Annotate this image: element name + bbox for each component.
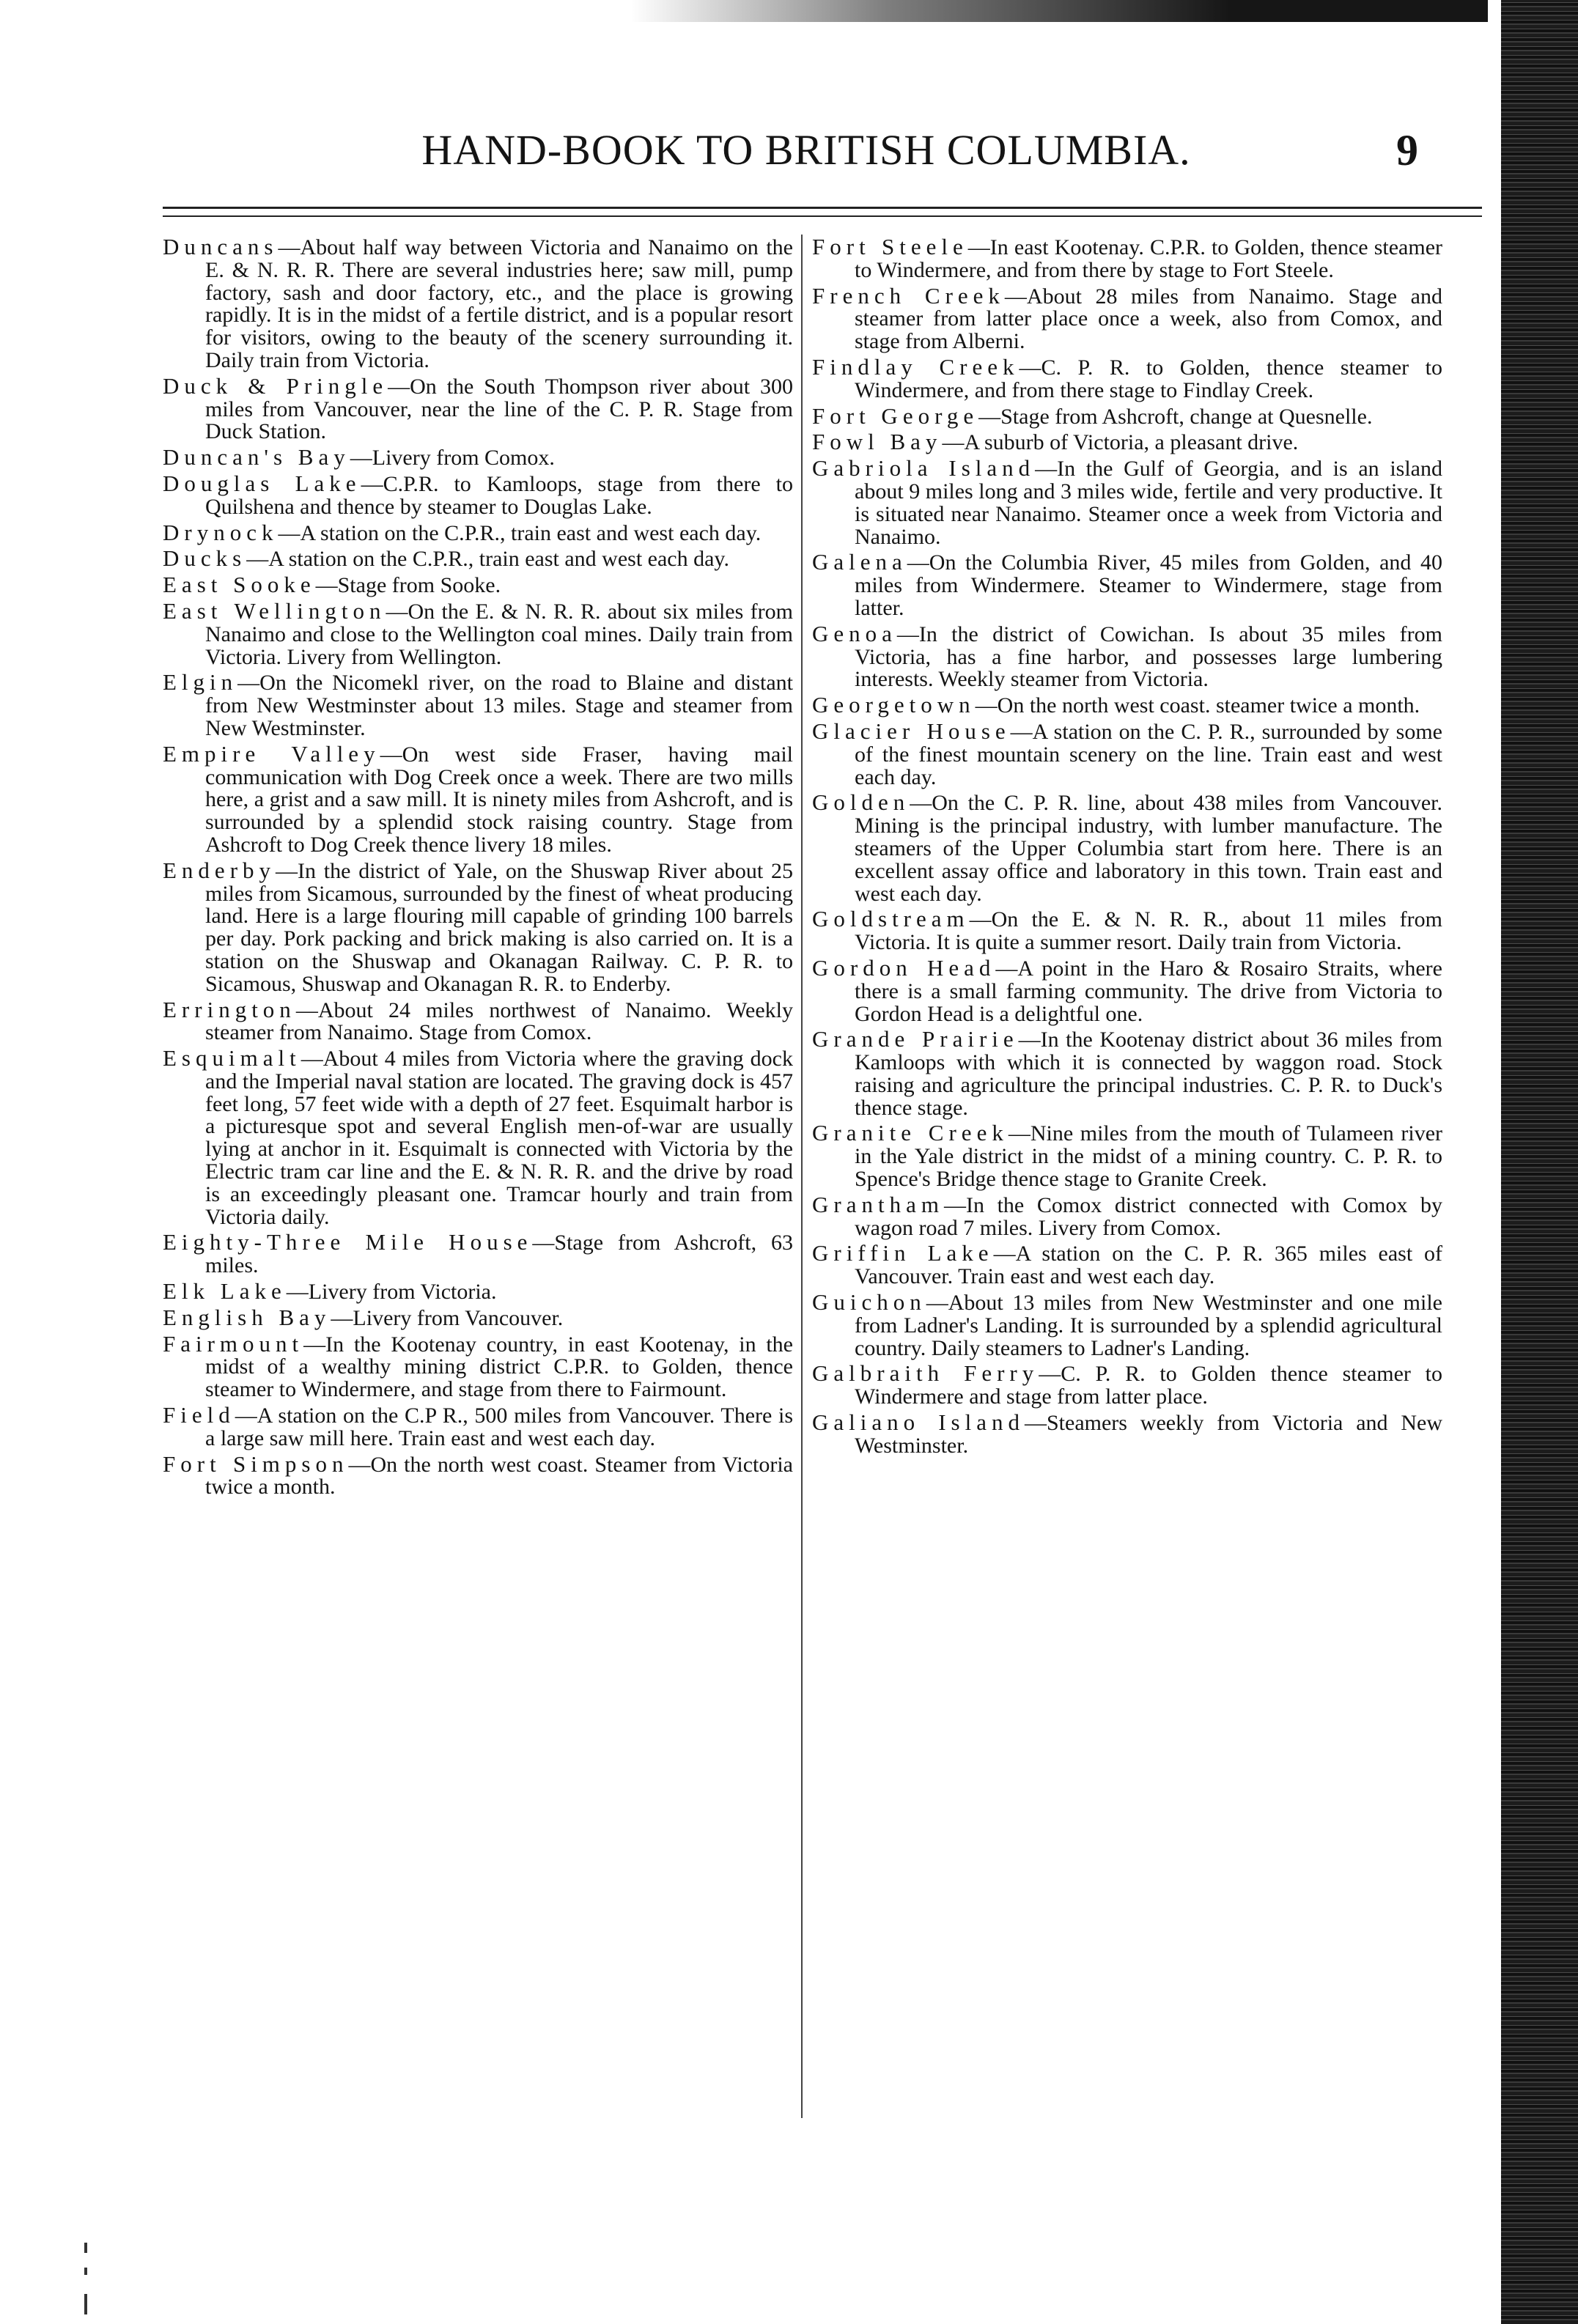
gazetteer-entry — [812, 1242, 1442, 1288]
gazetteer-entry — [812, 1028, 1442, 1119]
entry-place-name: Douglas Lake — [163, 470, 361, 496]
gazetteer-entry — [812, 402, 1442, 429]
gazetteer-entry — [163, 996, 793, 1045]
gazetteer-entry — [812, 720, 1442, 789]
entry-place-name: Grande Prairie — [812, 1026, 1019, 1052]
entry-description: —On the E. & N. R. R. about six miles from Nanaimo and close to the Wellington coal mines. Daily train from Victoria. Livery from Wellington. — [205, 599, 793, 669]
entry-place-name: Eighty-Three Mile House — [163, 1229, 533, 1255]
entry-description: —On the E. & N. R. R., about 11 miles from Victoria. It is quite a summer resort. Daily train from Victoria. — [855, 907, 1442, 955]
header-rule-thin — [163, 215, 1482, 217]
entry-place-name: Galiano Island — [812, 1409, 1025, 1436]
entry-description: —On the north west coast. steamer twice a month. — [975, 693, 1420, 718]
gazetteer-entry — [812, 1191, 1442, 1240]
gazetteer-entry — [812, 236, 1442, 282]
entry-place-name: Glacier House — [812, 718, 1011, 744]
entry-place-name: Fowl Bay — [812, 429, 943, 455]
gazetteer-entry — [812, 1409, 1442, 1458]
entry-description: —In the district of Cowichan. Is about 35 miles from Victoria, has a fine harbor, and possesses large lumbering interests. Weekly steamer from Victoria. — [855, 621, 1442, 692]
entry-place-name: Griffin Lake — [812, 1240, 994, 1266]
entry-place-name: Duck & Pringle — [163, 372, 388, 399]
gazetteer-entry — [812, 1291, 1442, 1360]
entry-place-name: Elgin — [163, 669, 238, 696]
entry-description: —C. P. R. to Golden thence steamer to Windermere and stage from latter place. — [855, 1362, 1442, 1409]
entry-description: —On the Columbia River, 45 miles from Golden, and 40 miles from Windermere. Steamer to Windermere, stage from latter. — [855, 550, 1442, 620]
entry-description: —A station on the C.P.R., train east and west each day. — [278, 520, 762, 545]
gazetteer-entry — [163, 519, 793, 545]
entry-description: —C. P. R. to Golden, thence steamer to Windermere, and from there stage to Findlay Creek. — [855, 355, 1442, 402]
gazetteer-entry — [163, 446, 793, 470]
entry-place-name: English Bay — [163, 1304, 331, 1330]
entry-place-name: Elk Lake — [163, 1278, 287, 1305]
entry-place-name: Empire Valley — [163, 740, 380, 767]
entry-description: —On the Nicomekl river, on the road to Blaine and distant from New Westminster about 13 miles. Stage and steamer from New Westminster. — [205, 671, 793, 740]
entry-place-name: East Wellington — [163, 597, 386, 624]
right-column — [812, 236, 1442, 1461]
entry-description: —Stage from Ashcroft, change at Quesnelle. — [978, 404, 1373, 429]
gazetteer-entry — [163, 1280, 793, 1304]
entry-place-name: Galena — [812, 549, 907, 575]
entry-place-name: Gabriola Island — [812, 455, 1036, 482]
entry-description: —Nine miles from the mouth of Tulameen river in the Yale district in the midst of a mining country. C. P. R. to Spence's Bridge thence stage to Granite Creek. — [855, 1121, 1442, 1192]
page-number: 9 — [1396, 126, 1418, 174]
margin-specks — [84, 2243, 92, 2323]
entry-place-name: Galbraith Ferry — [812, 1360, 1039, 1387]
scan-right-edge — [1501, 0, 1578, 2324]
entry-place-name: Georgetown — [812, 692, 976, 718]
entry-description: —A suburb of Victoria, a pleasant drive. — [942, 430, 1299, 455]
entry-place-name: Fort George — [812, 402, 979, 429]
entry-description: —Steamers weekly from Victoria and New Westminster. — [855, 1411, 1442, 1458]
entry-description: —About 24 miles northwest of Nanaimo. Weekly steamer from Nanaimo. Stage from Comox. — [205, 997, 793, 1045]
entry-description: —In the Kootenay country, in east Kootenay, in the midst of a wealthy mining district C.P.R. to Golden, thence steamer to Windermere, and stage from there to Fairmount. — [205, 1332, 793, 1402]
gazetteer-entry — [812, 282, 1442, 354]
gazetteer-entry — [163, 1450, 793, 1499]
entry-place-name: Errington — [163, 996, 296, 1022]
gazetteer-entry — [163, 1304, 793, 1330]
entry-description: —In east Kootenay. C.P.R. to Golden, thence steamer to Windermere, and from there by stage to Fort Steele. — [855, 235, 1443, 282]
entry-place-name: Enderby — [163, 857, 276, 883]
left-column — [163, 236, 793, 1502]
gazetteer-entry — [163, 547, 793, 571]
gazetteer-entry — [812, 353, 1442, 402]
entry-description: —C.P.R. to Kamloops, stage from there to Quilshena and thence by steamer to Douglas Lake. — [205, 471, 793, 519]
gazetteer-entry — [163, 236, 793, 372]
entry-description: —A station on the C. P. R. 365 miles east of Vancouver. Train east and west each day. — [855, 1242, 1442, 1289]
entry-description: —In the Comox district connected with Comox by wagon road 7 miles. Livery from Comox. — [855, 1192, 1442, 1240]
entry-place-name: Genoa — [812, 620, 897, 646]
gazetteer-entry — [163, 740, 793, 857]
entry-description: —About 4 miles from Victoria where the graving dock and the Imperial naval station are located. The graving dock is 457 feet long, 57 feet wide with a depth of 27 feet. Esquimalt harbor is a picturesque spot and several English men-of-war are usually lying at anchor in it. Esquimalt is connected with Victoria by the Electric tram car line and the E. & N. R. R. and the drive by road is an exceedingly pleasant one. Tramcar hourly and train from Victoria daily. — [205, 1047, 793, 1229]
entry-place-name: Golden — [812, 789, 910, 816]
entry-place-name: Field — [163, 1402, 235, 1428]
entry-place-name: Fort Simpson — [163, 1450, 349, 1477]
gazetteer-entry — [163, 671, 793, 739]
entry-description: —A station on the C. P. R., surrounded by some of the finest mountain scenery on the line. Train east and west each day. — [855, 719, 1442, 789]
gazetteer-entry — [812, 431, 1442, 454]
gazetteer-entry — [163, 574, 793, 597]
gazetteer-entry — [163, 1404, 793, 1450]
entry-place-name: Goldstream — [812, 906, 970, 932]
entry-place-name: Guichon — [812, 1289, 926, 1316]
entry-place-name: French Creek — [812, 282, 1005, 309]
gazetteer-entry — [812, 954, 1442, 1026]
gazetteer-entry — [163, 470, 793, 519]
entry-description: —In the district of Yale, on the Shuswap River about 25 miles from Sicamous, surrounded by the finest of wheat producing land. Here is a large flouring mill capable of grinding 100 barrels per day. Pork packing and brick making is also carried on. It is a station on the Shuswap and Okanagan Railway. C. P. R. to Sicamous, Shuswap and Okanagan R. R. to Enderby. — [205, 858, 793, 996]
entry-description: —On the South Thompson river about 300 miles from Vancouver, near the line of the C. P. R. Stage from Duck Station. — [205, 374, 793, 444]
gazetteer-entry — [812, 551, 1442, 619]
column-divider — [801, 235, 803, 2118]
entry-description: —A station on the C.P.R., train east and west each day. — [246, 547, 729, 572]
gazetteer-entry — [163, 857, 793, 996]
entry-place-name: Granite Creek — [812, 1120, 1009, 1146]
entry-description: —On the north west coast. Steamer from Victoria twice a month. — [205, 1452, 793, 1499]
entry-place-name: Drynock — [163, 519, 279, 545]
gazetteer-entry — [812, 694, 1442, 718]
entry-description: —A point in the Haro & Rosairo Straits, where there is a small farming community. The drive from Victoria to Gordon Head is a delightful one. — [855, 956, 1442, 1026]
entry-description: —On west side Fraser, having mail communication with Dog Creek once a week. There are two mills here, a grist and a saw mill. It is ninety miles from Ashcroft, and is surrounded by a splendid stock raising country. Stage from Ashcroft to Dog Creek thence livery 18 miles. — [205, 742, 793, 857]
gazetteer-entry — [163, 1231, 793, 1277]
entry-description: —Livery from Comox. — [350, 446, 555, 471]
entry-description: —In the Kootenay district about 36 miles from Kamloops with which it is connected by waggon road. Stock raising and agriculture the principal industries. C. P. R. to Duck's thence stage. — [855, 1028, 1442, 1120]
entry-description: —Stage from Sooke. — [315, 573, 501, 598]
gazetteer-entry — [812, 1122, 1442, 1190]
gazetteer-entry — [163, 372, 793, 444]
entry-place-name: East Sooke — [163, 572, 316, 598]
gazetteer-entry — [812, 620, 1442, 692]
entry-description: —About half way between Victoria and Nanaimo on the E. & N. R. R. There are several industries here; saw mill, pump factory, sash and door factory, etc., and the place is growing rapidly. It is in the midst of a fertile district, and is a popular resort for visitors, owing to the beauty of the scenery surrounding it. Daily train from Victoria. — [205, 235, 793, 372]
entry-description: —On the C. P. R. line, about 438 miles from Vancouver. Mining is the principal industry, with lumber manufacture. The steamers of the Upper Columbia start from here. There is an excellent assay office and laboratory in this town. Train east and west each day. — [855, 791, 1442, 906]
entry-place-name: Esquimalt — [163, 1045, 301, 1071]
entry-description: —Stage from Ashcroft, 63 miles. — [205, 1231, 793, 1278]
entry-place-name: Grantham — [812, 1191, 944, 1217]
entry-place-name: Gordon Head — [812, 954, 996, 981]
entry-place-name: Findlay Creek — [812, 353, 1020, 380]
entry-place-name: Duncans — [163, 234, 279, 259]
gazetteer-entry — [812, 1362, 1442, 1409]
gazetteer-entry — [163, 597, 793, 669]
entry-description: —About 13 miles from New Westminster and one mile from Ladner's Landing. It is surrounded by a splendid agricultural country. Daily steamers to Ladner's Landing. — [855, 1291, 1442, 1360]
entry-description: —About 28 miles from Nanaimo. Stage and steamer from latter place once a week, also from Comox, and stage from Alberni. — [855, 284, 1442, 354]
entry-description: —A station on the C.P R., 500 miles from Vancouver. There is a large saw mill here. Train east and west each day. — [205, 1403, 793, 1450]
entry-description: —Livery from Victoria. — [286, 1280, 497, 1305]
scan-top-band — [630, 0, 1488, 22]
entry-description: —In the Gulf of Georgia, and is an island about 9 miles long and 3 miles wide, fertile and very productive. It is situated near Nanaimo. Steamer once a week from Victoria and Nanaimo. — [855, 457, 1442, 549]
gazetteer-entry — [163, 1330, 793, 1402]
running-head: HAND-BOOK TO BRITISH COLUMBIA. — [421, 126, 1191, 174]
gazetteer-entry — [812, 457, 1442, 548]
entry-description: —Livery from Vancouver. — [331, 1305, 564, 1330]
gazetteer-entry — [812, 789, 1442, 906]
entry-place-name: Duncan's Bay — [163, 444, 350, 471]
entry-place-name: Fairmount — [163, 1330, 304, 1357]
gazetteer-entry — [163, 1047, 793, 1228]
gazetteer-entry — [812, 908, 1442, 954]
header-rule — [163, 207, 1482, 209]
entry-place-name: Ducks — [163, 545, 247, 572]
entry-place-name: Fort Steele — [812, 234, 968, 259]
